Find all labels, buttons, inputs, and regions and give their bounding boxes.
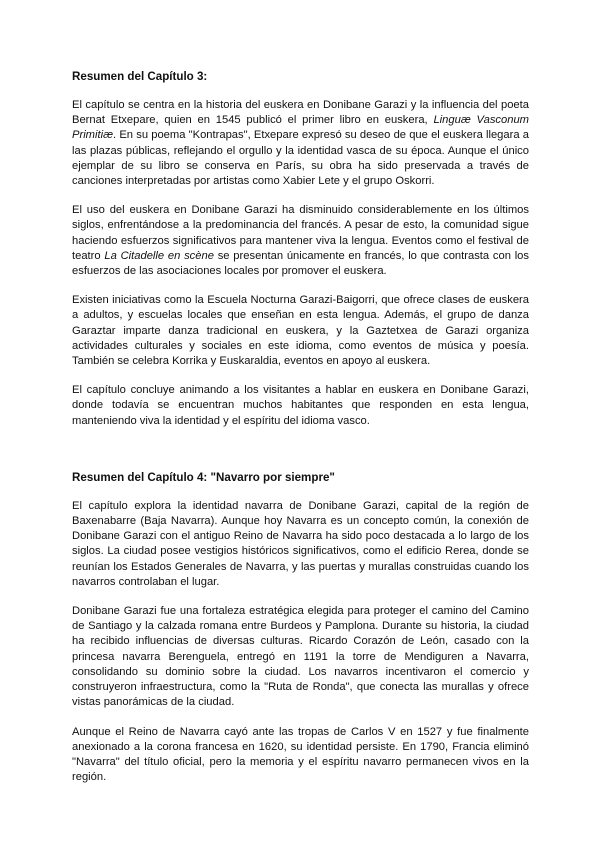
chapter-3-paragraph-1 [72, 98, 529, 189]
festival-title-italic: La Citadelle en scène [104, 249, 214, 262]
chapter-3-p1-text-a: El capítulo se centra en la historia del euskera en Donibane Garazi y la influencia del poeta Bernat Etxepare, quien en 1545 publicó el primer libro en euskera, [72, 99, 529, 127]
chapter-3-paragraph-3: Existen iniciativas como la Escuela Nocturna Garazi-Baigorri, que ofrece clases de euskera a adultos, y escuelas locales que enseñan en esta lengua. Además, el grupo de danza Garaztar imparte danza tradicional en euskera, y la Gaztetxea de Garazi organiza actividades culturales y sociales en este idioma, como eventos de música y poesía. También se celebra Korrika y Euskaraldia, eventos en apoyo al euskera. [72, 294, 529, 368]
chapter-3-heading: Resumen del Capítulo 3: [72, 70, 208, 83]
chapter-4-heading: Resumen del Capítulo 4: "Navarro por siempre" [72, 470, 335, 484]
book-title-italic: Linguæ Vasconum Primitiæ [72, 114, 529, 142]
chapter-3-p1-text-b: . En su poema "Kontrapas", Etxepare expresó su deseo de que el euskera llegara a las plazas públicas, reflejando el orgullo y la identidad vasca de su época. Aunque el único ejemplar de su libro se conserva en París, su obra ha sido preservada a través de canciones interpretadas por artistas como Xabier Lete y el grupo Oskorri. [72, 129, 529, 188]
chapter-3-p2-text-b: se presentan únicamente en francés, lo que contrasta con los esfuerzos de las asociaciones locales por promover el euskera. [72, 249, 529, 278]
chapter-3-paragraph-4: El capítulo concluye animando a los visitantes a hablar en euskera en Donibane Garazi, donde todavía se encuentran muchos habitantes que responden en esta lengua, manteniendo viva la identidad y el espíritu del idioma vasco. [72, 384, 529, 427]
chapter-4-section [72, 471, 529, 785]
chapter-4-paragraph-3: Aunque el Reino de Navarra cayó ante las tropas de Carlos V en 1527 y fue finalmente anexionado a la corona francesa en 1620, su identidad persiste. En 1790, Francia eliminó "Navarra" del título oficial, pero la memoria y el espíritu navarro permanecen vivos en la región. [72, 725, 529, 784]
chapter-3-section [72, 70, 529, 429]
chapter-4-paragraph-2: Donibane Garazi fue una fortaleza estratégica elegida para proteger el camino del Camino de Santiago y la calzada romana entre Burdeos y Pamplona. Durante su historia, la ciudad ha recibido influencias de diversas culturas. Ricardo Corazón de León, casado con la princesa navarra Berenguela, entregó en 1191 la torre de Mendiguren a Navarra, consolidando su dominio sobre la ciudad. Los navarros incentivaron el comercio y construyeron infraestructura, como la "Ruta de Ronda", que conecta las murallas y ofrece vistas panorámicas de la ciudad. [72, 605, 529, 709]
chapter-4-paragraph-1: El capítulo explora la identidad navarra de Donibane Garazi, capital de la región de Baxenabarre (Baja Navarra). Aunque hoy Navarra es un concepto común, la conexión de Donibane Garazi con el antiguo Reino de Navarra ha sido poco destacada a lo largo de los siglos. La ciudad posee vestigios históricos significativos, como el edificio Rerea, donde se reunían los Estados Generales de Navarra, y las puertas y murallas construidas cuando los navarros controlaban el lugar. [72, 499, 529, 588]
chapter-3-p2-text-a: El uso del euskera en Donibane Garazi ha disminuido considerablemente en los últimos siglos, enfrentándose a la predominancia del francés. A pesar de esto, la comunidad sigue haciendo esfuerzos significativos para mantener viva la lengua. Eventos como el festival de teatro [72, 204, 529, 262]
chapter-3-paragraph-2 [72, 203, 529, 279]
